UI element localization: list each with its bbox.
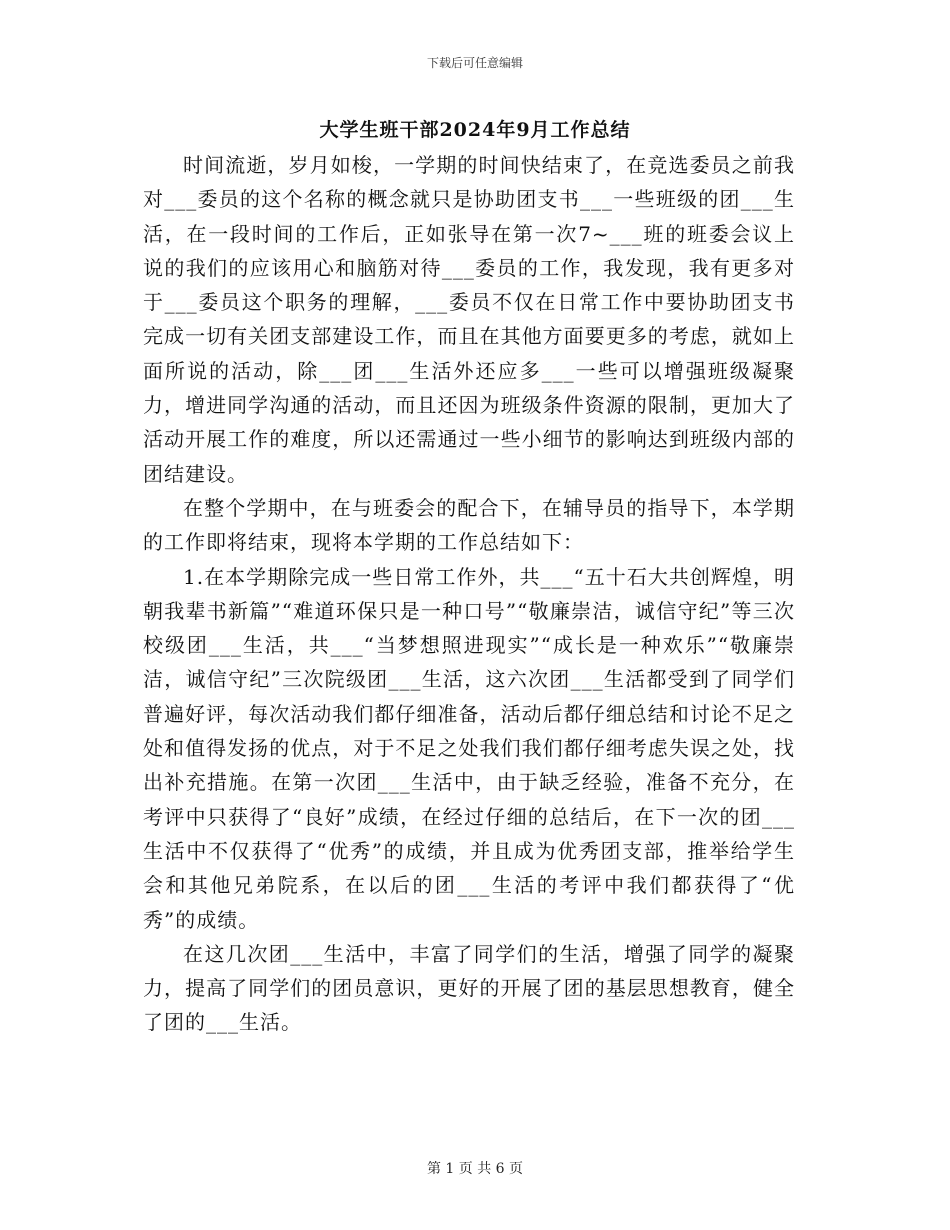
- header-note: 下载后可任意编辑: [426, 56, 523, 70]
- page-number: 第 1 页 共 6 页: [426, 1161, 524, 1177]
- paragraph-semester: 在整个学期中，在与班委会的配合下，在辅导员的指导下，本学期的工作即将结束，现将本学期的工作总结如下：: [143, 495, 795, 555]
- paragraph-summary: 在这几次团___生活中，丰富了同学们的生活，增强了同学的凝聚力，提高了同学们的团员意识，更好的开展了团的基层思想教育，健全了团的___生活。: [143, 941, 795, 1035]
- document-title: 大学生班干部2024年9月工作总结: [319, 119, 631, 141]
- paragraph-intro: 时间流逝，岁月如梭，一学期的时间快结束了，在竞选委员之前我对___委员的这个名称的概念就只是协助团支书___一些班级的团___生活，在一段时间的工作后，正如张导在第一次7~___班的班委会议上说的我们的应该用心和脑筋对待___委员的工作，我发现，我有更多对于___委员这个职务的理解，___委员不仅在日常工作中要协助团支书完成一切有关团支部建设工作，而且在其他方面要更多的考虑，就如上面所说的活动，除___团___生活外还应多___一些可以增强班级凝聚力，增进同学沟通的活动，而且还因为班级条件资源的限制，更加大了活动开展工作的难度，所以还需通过一些小细节的影响达到班级内部的团结建设。: [143, 153, 795, 486]
- paragraph-item-1: 1.在本学期除完成一些日常工作外，共___“五十石大共创辉煌，明朝我辈书新篇”“难道环保只是一种口号”“敬廉崇洁，诚信守纪”等三次校级团___生活，共___“当梦想照进现实”“成长是一种欢乐”“敬廉崇洁，诚信守纪”三次院级团___生活，这六次团___生活都受到了同学们普遍好评，每次活动我们都仔细准备，活动后都仔细总结和讨论不足之处和值得发扬的优点，对于不足之处我们我们都仔细考虑失误之处，找出补充措施。在第一次团___生活中，由于缺乏经验，准备不充分，在考评中只获得了“良好”成绩，在经过仔细的总结后，在下一次的团___生活中不仅获得了“优秀”的成绩，并且成为优秀团支部，推举给学生会和其他兄弟院系，在以后的团___生活的考评中我们都获得了“优秀”的成绩。: [143, 564, 795, 932]
- document-body: [143, 148, 795, 1040]
